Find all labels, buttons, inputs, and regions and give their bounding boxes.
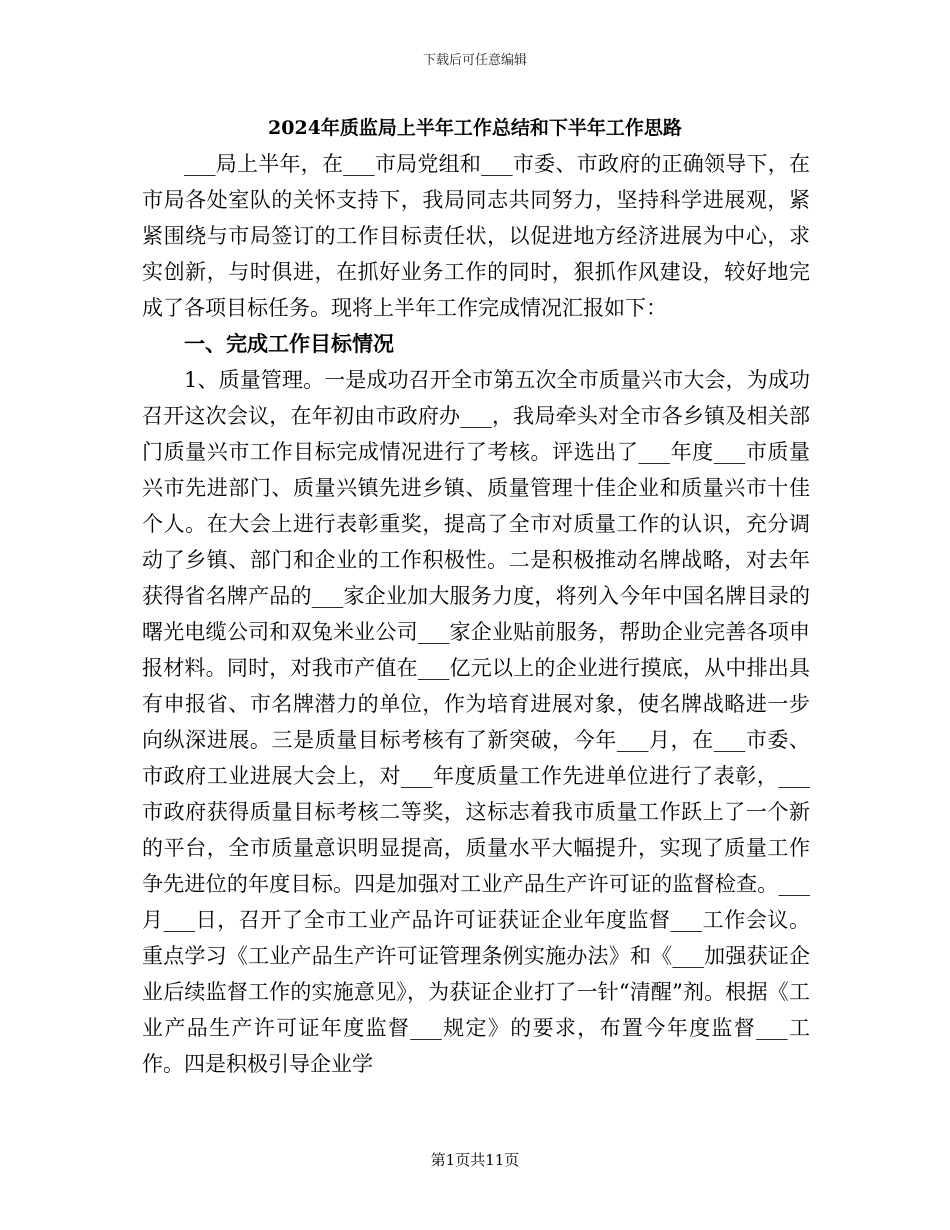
document-body <box>142 146 810 1082</box>
section-heading: 一、完成工作目标情况 <box>184 331 394 356</box>
header-note: 下载后可任意编辑 <box>422 53 527 68</box>
page-footer: 第1页共11页 <box>430 1151 520 1169</box>
intro-paragraph: ___局上半年，在___市局党组和___市委、市政府的正确领导下，在市局各处室队的关怀支持下，我局同志共同努力，坚持科学进展观，紧紧围绕与市局签订的工作目标责任状，以促进地方经济进展为中心，求实创新，与时俱进，在抓好业务工作的同时，狠抓作风建设，较好地完成了各项目标任务。现将上半年工作完成情况汇报如下： <box>142 152 810 320</box>
document-title: 2024年质监局上半年工作总结和下半年工作思路 <box>268 117 682 139</box>
item1-paragraph: 1、质量管理。一是成功召开全市第五次全市质量兴市大会，为成功召开这次会议，在年初由市政府办___，我局牵头对全市各乡镇及相关部门质量兴市工作目标完成情况进行了考核。评选出了___年度___市质量兴市先进部门、质量兴镇先进乡镇、质量管理十佳企业和质量兴市十佳个人。在大会上进行表彰重奖，提高了全市对质量工作的认识，充分调动了乡镇、部门和企业的工作积极性。二是积极推动名牌战略，对去年获得省名牌产品的___家企业加大服务力度，将列入今年中国名牌目录的曙光电缆公司和双兔米业公司___家企业贴前服务，帮助企业完善各项申报材料。同时，对我市产值在___亿元以上的企业进行摸底，从中排出具有申报省、市名牌潜力的单位，作为培育进展对象，使名牌战略进一步向纵深进展。三是质量目标考核有了新突破，今年___月，在___市委、市政府工业进展大会上，对___年度质量工作先进单位进行了表彰，___市政府获得质量目标考核二等奖，这标志着我市质量工作跃上了一个新的平台，全市质量意识明显提高，质量水平大幅提升，实现了质量工作争先进位的年度目标。四是加强对工业产品生产许可证的监督检查。___月___日，召开了全市工业产品许可证获证企业年度监督___工作会议。重点学习《工业产品生产许可证管理条例实施办法》和《___加强获证企业后续监督工作的实施意见》，为获证企业打了一针“清醒”剂。根据《工业产品生产许可证年度监督___规定》的要求，布置今年度监督___工作。四是积极引导企业学 <box>142 368 810 1076</box>
